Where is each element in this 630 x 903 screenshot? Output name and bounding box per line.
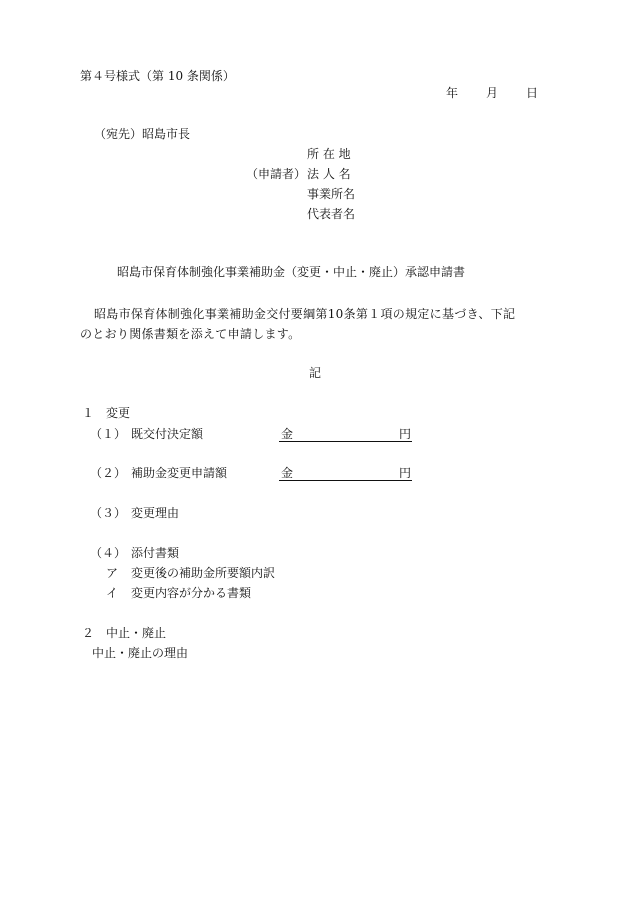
section2-number: ２	[82, 626, 95, 640]
date-day: 日	[526, 86, 539, 100]
item2-amount-underline	[279, 480, 412, 481]
attachment-i-text: 変更内容が分かる書類	[131, 586, 252, 600]
item4-number: （４）	[90, 546, 127, 560]
attachment-a-mark: ア	[106, 566, 119, 580]
section2-reason: 中止・廃止の理由	[92, 646, 189, 660]
address-label: 所 在 地	[307, 147, 351, 161]
item1-amount-underline	[279, 441, 412, 442]
date-month: 月	[486, 86, 499, 100]
section1-number: １	[82, 406, 95, 420]
body-line-2: のとおり関係書類を添えて申請します。	[80, 327, 301, 341]
item2-label: 補助金変更申請額	[131, 466, 228, 480]
form-number: 第４号様式（第 10 条関係）	[80, 69, 235, 83]
addressee: （宛先）昭島市長	[94, 127, 191, 141]
attachment-a-text: 変更後の補助金所要額内訳	[131, 566, 276, 580]
ki-marker: 記	[309, 366, 322, 380]
item3-label: 変更理由	[131, 506, 180, 520]
item2-number: （２）	[90, 466, 127, 480]
item3-number: （３）	[90, 506, 127, 520]
item1-amount-prefix: 金	[281, 427, 294, 441]
item1-number: （１）	[90, 427, 127, 441]
item4-label: 添付書類	[131, 546, 180, 560]
date-year: 年	[446, 86, 459, 100]
item1-amount-suffix: 円	[399, 427, 412, 441]
item1-label: 既交付決定額	[131, 427, 204, 441]
attachment-i-mark: イ	[106, 586, 119, 600]
item2-amount-suffix: 円	[399, 466, 412, 480]
corp-name-label: 法 人 名	[307, 167, 351, 181]
document-title: 昭島市保育体制強化事業補助金（変更・中止・廃止）承認申請書	[117, 265, 466, 279]
office-name-label: 事業所名	[307, 187, 356, 201]
item2-amount-prefix: 金	[281, 466, 294, 480]
representative-label: 代表者名	[307, 207, 356, 221]
section1-heading: 変更	[106, 406, 131, 420]
applicant-role-label: （申請者）	[246, 167, 307, 181]
body-line-1: 昭島市保育体制強化事業補助金交付要綱第10条第１項の規定に基づき、下記	[94, 307, 516, 321]
section2-heading: 中止・廃止	[106, 626, 167, 640]
